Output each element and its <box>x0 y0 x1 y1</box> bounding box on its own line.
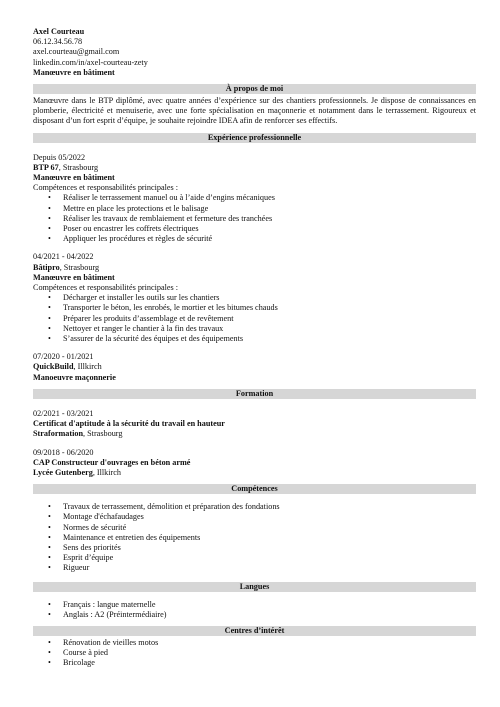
job-title: Manœuvre en bâtiment <box>33 67 115 77</box>
section-heading-skills: Compétences <box>33 484 476 494</box>
list-item: • Appliquer les procédures et règles de sécurité <box>33 234 476 244</box>
experience-entry <box>33 252 476 344</box>
list-item: • Normes de sécurité <box>33 523 476 533</box>
list-item: • Réaliser les travaux de remblaiement et fermeture des tranchées <box>33 214 476 224</box>
list-item: • Nettoyer et ranger le chantier à la fin des travaux <box>33 324 476 334</box>
experience-dates: Depuis 05/2022 <box>33 152 86 162</box>
list-item: • Sens des priorités <box>33 543 476 553</box>
experience-role: Manoeuvre maçonnerie <box>33 372 116 382</box>
phone-number: 06.12.34.56.78 <box>33 37 83 47</box>
section-heading-about: À propos de moi <box>33 84 476 94</box>
employer-name: Bâtipro <box>33 262 60 272</box>
list-item: • Rénovation de vieilles motos <box>33 638 476 648</box>
list-item: • Maintenance et entretien des équipements <box>33 533 476 543</box>
education-degree: Certificat d'aptitude à la sécurité du travail en hauteur <box>33 419 225 429</box>
list-item: • Poser ou encastrer les coffrets électriques <box>33 224 476 234</box>
employer-location: , Illkirch <box>73 362 102 372</box>
experience-dates: 07/2020 - 01/2021 <box>33 352 94 362</box>
section-heading-education: Formation <box>33 389 476 399</box>
resume-page <box>33 27 476 669</box>
employer-name: QuickBuild <box>33 362 74 372</box>
employer-name: BTP 67 <box>33 162 59 172</box>
list-item: • Décharger et installer les outils sur les chantiers <box>33 293 476 303</box>
linkedin-url: linkedin.com/in/axel-courteau-zety <box>33 57 148 67</box>
list-item: • Réaliser le terrassement manuel ou à l’aide d’engins mécaniques <box>33 193 476 203</box>
education-school <box>33 468 476 478</box>
list-item: • S’assurer de la sécurité des équipes et des équipements <box>33 334 476 344</box>
list-item: • Préparer les produits d’assemblage et de revêtement <box>33 314 476 324</box>
list-item: • Montage d'échafaudages <box>33 512 476 522</box>
candidate-name: Axel Courteau <box>33 27 85 36</box>
about-text: Manœuvre dans le BTP diplômé, avec quatre années d’expérience sur des chantiers professionnels. Je dispose de connaissances en plomberie, électricité et menuiserie, avec une forte spécialisation en maçonnerie et notamment dans le terrassement. Rigoureux et disposant d’un fort esprit d’équipe, je souhaite rejoindre IDEA afin de renforcer ses effectifs. <box>33 96 476 126</box>
list-item: • Transporter le béton, les enrobés, le mortier et les bitumes chauds <box>33 303 476 313</box>
experience-entry <box>33 153 476 245</box>
experience-employer <box>33 362 476 372</box>
interests-list <box>33 638 476 669</box>
list-item: • Français : langue maternelle <box>33 600 476 610</box>
school-location: , Strasbourg <box>83 429 123 439</box>
responsibilities-list <box>33 293 476 344</box>
education-dates: 09/2018 - 06/2020 <box>33 447 94 457</box>
employer-location: , Strasbourg <box>58 162 99 172</box>
experience-employer <box>33 163 476 173</box>
list-item: • Anglais : A2 (Préintermédiaire) <box>33 610 476 620</box>
section-heading-languages: Langues <box>33 582 476 592</box>
list-item: • Bricolage <box>33 658 476 668</box>
education-degree: CAP Constructeur d'ouvrages en béton armé <box>33 457 191 467</box>
experience-employer <box>33 263 476 273</box>
languages-list <box>33 600 476 620</box>
experience-entry <box>33 352 476 383</box>
responsibilities-intro: Compétences et responsabilités principales : <box>33 283 179 293</box>
list-item: • Rigueur <box>33 563 476 573</box>
education-entry <box>33 448 476 479</box>
experience-role: Manœuvre en bâtiment <box>33 272 115 282</box>
resume-header <box>33 27 476 78</box>
employer-location: , Strasbourg <box>59 262 100 272</box>
list-item: • Mettre en place les protections et le balisage <box>33 204 476 214</box>
school-name: Straformation <box>33 429 84 439</box>
school-name: Lycée Gutenberg <box>33 467 93 477</box>
email-address: axel.courteau@gmail.com <box>33 47 120 57</box>
list-item: • Travaux de terrassement, démolition et préparation des fondations <box>33 502 476 512</box>
education-school <box>33 429 476 439</box>
school-location: , Illkirch <box>92 467 122 477</box>
experience-dates: 04/2021 - 04/2022 <box>33 252 94 262</box>
responsibilities-intro: Compétences et responsabilités principales : <box>33 183 179 193</box>
education-dates: 02/2021 - 03/2021 <box>33 408 94 418</box>
experience-role: Manœuvre en bâtiment <box>33 173 115 183</box>
list-item: • Course à pied <box>33 648 476 658</box>
responsibilities-list <box>33 193 476 244</box>
education-entry <box>33 409 476 440</box>
skills-list <box>33 502 476 573</box>
section-heading-interests: Centres d’intérêt <box>33 626 476 636</box>
section-heading-experience: Expérience professionnelle <box>33 133 476 143</box>
list-item: • Esprit d’équipe <box>33 553 476 563</box>
